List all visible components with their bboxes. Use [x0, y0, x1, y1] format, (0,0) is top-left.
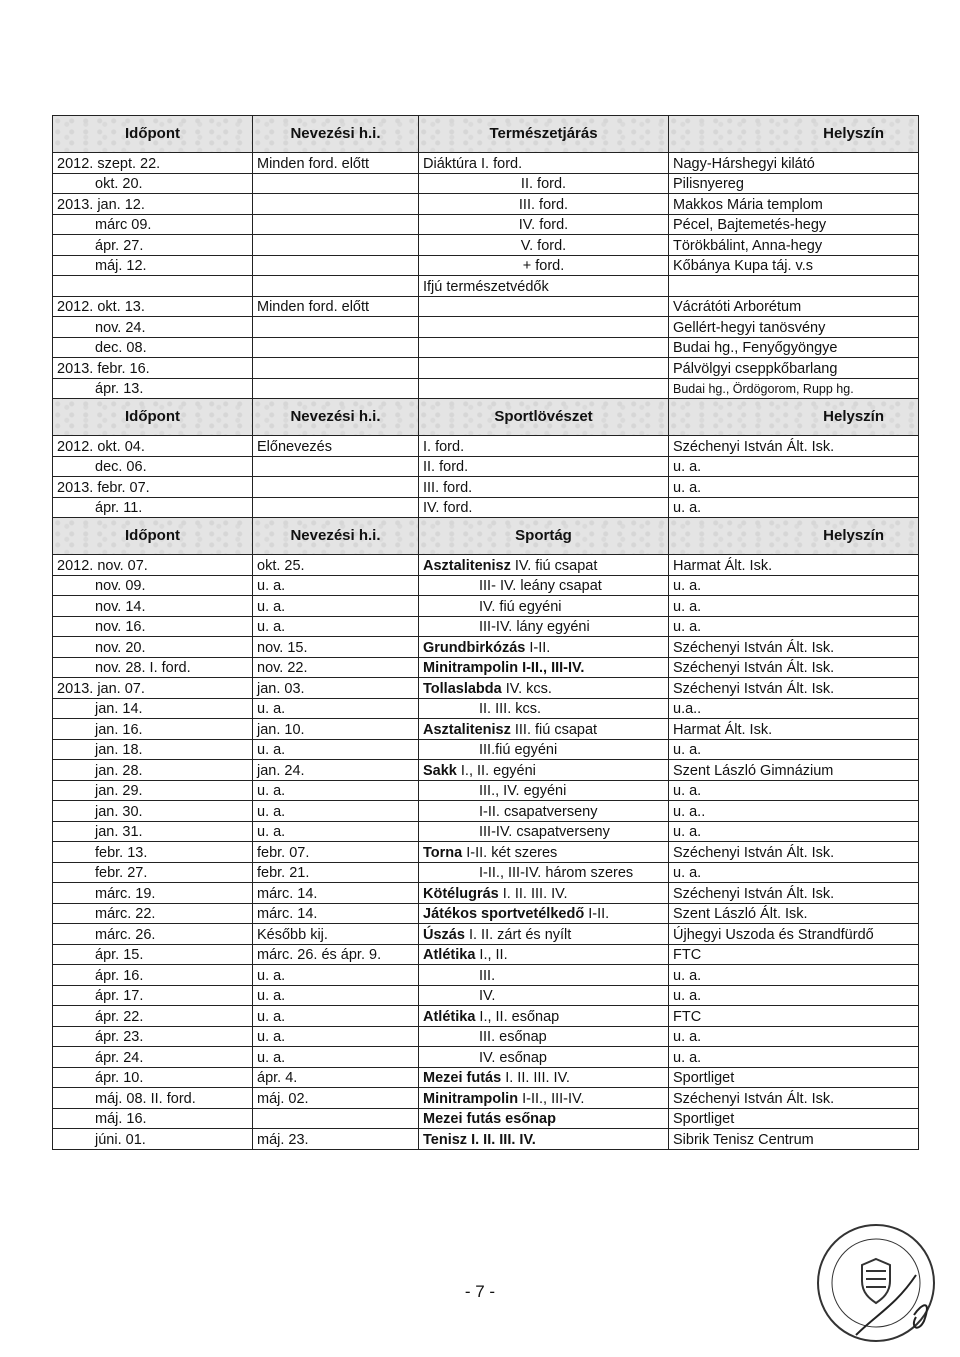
- sport-row: [53, 760, 919, 781]
- entry-deadline-cell: jan. 24.: [253, 760, 419, 781]
- sport-name: Torna: [423, 844, 463, 861]
- venue-cell: Makkos Mária templom: [669, 194, 919, 215]
- entry-deadline-cell: [253, 477, 419, 498]
- date-cell: 2013. febr. 07.: [53, 477, 253, 498]
- date-cell: 2013. jan. 07.: [53, 678, 253, 699]
- venue-cell: Pécel, Bajtemetés-hegy: [669, 214, 919, 235]
- sport-category: III-IV. lány egyéni: [479, 619, 590, 635]
- date-cell: jan. 18.: [53, 739, 253, 760]
- header-entry-deadline: Nevezési h.i.: [253, 518, 419, 555]
- sport-category: I-II.: [525, 639, 551, 656]
- date-cell: máj. 08. II. ford.: [53, 1088, 253, 1109]
- sport-name: Atlétika: [423, 1008, 476, 1025]
- venue-cell: Nagy-Hárshegyi kilátó: [669, 153, 919, 174]
- sport-name: Sakk: [423, 762, 457, 779]
- sport-name: Mezei futás: [423, 1070, 502, 1086]
- sport-name: Atlétika: [423, 947, 476, 963]
- sport-name: Asztalitenisz: [423, 557, 511, 574]
- date-cell: ápr. 11.: [53, 497, 253, 518]
- sport-row: [53, 965, 919, 986]
- event-cell: [419, 296, 669, 317]
- sport-category: IV. fiú csapat: [510, 557, 598, 574]
- venue-cell: Kőbánya Kupa táj. v.s: [669, 255, 919, 276]
- event-cell: II. ford.: [419, 456, 669, 477]
- entry-deadline-cell: u. a.: [253, 698, 419, 719]
- sport-category: I. II. III. IV.: [501, 1070, 570, 1086]
- header-row-2: [53, 399, 919, 436]
- sport-category: I-II.: [584, 906, 610, 922]
- venue-cell: Sibrik Tenisz Centrum: [669, 1129, 919, 1150]
- event-cell: III. ford.: [419, 477, 669, 498]
- event-cell: Ifjú természetvédők: [419, 276, 669, 297]
- entry-deadline-cell: u. a.: [253, 596, 419, 617]
- entry-deadline-cell: u. a.: [253, 780, 419, 801]
- entry-deadline-cell: [253, 255, 419, 276]
- entry-deadline-cell: márc. 14.: [253, 883, 419, 904]
- date-cell: márc. 19.: [53, 883, 253, 904]
- sport-category: I. II. zárt és nyílt: [464, 926, 572, 943]
- sport-name: Úszás: [423, 926, 465, 943]
- date-cell: nov. 14.: [53, 596, 253, 617]
- event-cell: III. ford.: [419, 194, 669, 215]
- entry-deadline-cell: u. a.: [253, 821, 419, 842]
- sport-name: Tollaslabda: [423, 680, 502, 697]
- entry-deadline-cell: [253, 1108, 419, 1129]
- header-row-1: [53, 116, 919, 153]
- entry-deadline-cell: [253, 358, 419, 379]
- sport-cell: [419, 698, 669, 719]
- date-cell: 2013. jan. 12.: [53, 194, 253, 215]
- date-cell: ápr. 10.: [53, 1067, 253, 1088]
- date-cell: okt. 20.: [53, 173, 253, 194]
- entry-deadline-cell: [253, 235, 419, 256]
- entry-deadline-cell: jan. 03.: [253, 678, 419, 699]
- date-cell: jan. 16.: [53, 719, 253, 740]
- entry-deadline-cell: Később kij.: [253, 924, 419, 945]
- venue-cell: u. a.: [669, 821, 919, 842]
- venue-cell: [669, 276, 919, 297]
- venue-cell: Széchenyi István Ált. Isk.: [669, 436, 919, 457]
- venue-cell: u.a..: [669, 698, 919, 719]
- sport-row: [53, 657, 919, 678]
- sport-cell: [419, 678, 669, 699]
- sport-cell: [419, 616, 669, 637]
- venue-cell: Széchenyi István Ált. Isk.: [669, 637, 919, 658]
- sport-row: [53, 1026, 919, 1047]
- sport-row: [53, 985, 919, 1006]
- venue-cell: u. a.: [669, 739, 919, 760]
- date-cell: nov. 09.: [53, 575, 253, 596]
- entry-deadline-cell: [253, 378, 419, 399]
- sport-row: [53, 1067, 919, 1088]
- entry-deadline-cell: u. a.: [253, 1006, 419, 1027]
- entry-deadline-cell: [253, 214, 419, 235]
- sport-row: [53, 862, 919, 883]
- date-cell: nov. 16.: [53, 616, 253, 637]
- venue-cell: u. a.: [669, 780, 919, 801]
- date-cell: márc 09.: [53, 214, 253, 235]
- nature-hiking-row: [53, 276, 919, 297]
- header-event: Természetjárás: [419, 116, 669, 153]
- date-cell: dec. 06.: [53, 456, 253, 477]
- venue-cell: u. a.: [669, 862, 919, 883]
- date-cell: ápr. 22.: [53, 1006, 253, 1027]
- sport-category: IV. fiú egyéni: [479, 598, 562, 615]
- entry-deadline-cell: u. a.: [253, 985, 419, 1006]
- venue-cell: Széchenyi István Ált. Isk.: [669, 657, 919, 678]
- date-cell: ápr. 16.: [53, 965, 253, 986]
- sport-cell: [419, 575, 669, 596]
- venue-cell: FTC: [669, 1006, 919, 1027]
- sport-row: [53, 903, 919, 924]
- venue-cell: u. a..: [669, 801, 919, 822]
- sport-row: [53, 555, 919, 576]
- sport-category: I-II. csapatverseny: [479, 803, 598, 820]
- event-cell: [419, 378, 669, 399]
- sport-row: [53, 1129, 919, 1150]
- date-cell: jan. 28.: [53, 760, 253, 781]
- entry-deadline-cell: okt. 25.: [253, 555, 419, 576]
- nature-hiking-row: [53, 173, 919, 194]
- sport-category: IV.: [479, 988, 496, 1004]
- nature-hiking-row: [53, 214, 919, 235]
- sport-row: [53, 678, 919, 699]
- venue-cell: Szent László Ált. Isk.: [669, 903, 919, 924]
- sport-row: [53, 883, 919, 904]
- sport-cell: [419, 657, 669, 678]
- event-cell: IV. ford.: [419, 497, 669, 518]
- sport-name: Minitrampolin: [423, 1090, 519, 1107]
- sport-row: [53, 780, 919, 801]
- sport-cell: [419, 985, 669, 1006]
- date-cell: júni. 01.: [53, 1129, 253, 1150]
- entry-deadline-cell: márc. 14.: [253, 903, 419, 924]
- entry-deadline-cell: [253, 497, 419, 518]
- venue-cell: Széchenyi István Ált. Isk.: [669, 678, 919, 699]
- venue-cell: u. a.: [669, 985, 919, 1006]
- nature-hiking-row: [53, 296, 919, 317]
- entry-deadline-cell: febr. 07.: [253, 842, 419, 863]
- date-cell: ápr. 13.: [53, 378, 253, 399]
- nature-hiking-row: [53, 235, 919, 256]
- venue-cell: Sportliget: [669, 1108, 919, 1129]
- entry-deadline-cell: u. a.: [253, 616, 419, 637]
- venue-cell: Pilisnyereg: [669, 173, 919, 194]
- entry-deadline-cell: jan. 10.: [253, 719, 419, 740]
- sport-name: Játékos sportvetélkedő: [423, 906, 585, 922]
- nature-hiking-row: [53, 255, 919, 276]
- venue-cell: u. a.: [669, 616, 919, 637]
- sport-row: [53, 1088, 919, 1109]
- header-venue: Helyszín: [669, 116, 919, 153]
- sport-cell: [419, 596, 669, 617]
- venue-cell: Harmat Ált. Isk.: [669, 555, 919, 576]
- schedule-table: [52, 115, 919, 1150]
- date-cell: márc. 22.: [53, 903, 253, 924]
- header-event: Sportág: [419, 518, 669, 555]
- entry-deadline-cell: [253, 456, 419, 477]
- nature-hiking-row: [53, 378, 919, 399]
- sport-cell: [419, 821, 669, 842]
- venue-cell: u. a.: [669, 965, 919, 986]
- nature-hiking-row: [53, 153, 919, 174]
- shooting-row: [53, 497, 919, 518]
- sport-cell: [419, 739, 669, 760]
- entry-deadline-cell: [253, 173, 419, 194]
- venue-cell: u. a.: [669, 477, 919, 498]
- sport-name: Mezei futás esőnap: [423, 1111, 556, 1127]
- sport-cell: [419, 1047, 669, 1068]
- entry-deadline-cell: márc. 26. és ápr. 9.: [253, 944, 419, 965]
- sport-category: III- IV. leány csapat: [479, 578, 602, 594]
- entry-deadline-cell: [253, 194, 419, 215]
- venue-cell: Harmat Ált. Isk.: [669, 719, 919, 740]
- venue-cell: u. a.: [669, 575, 919, 596]
- sport-category: II. III. kcs.: [479, 701, 542, 717]
- sport-name: Grundbirkózás: [423, 639, 526, 656]
- sport-row: [53, 739, 919, 760]
- nature-hiking-row: [53, 317, 919, 338]
- header-date: Időpont: [53, 399, 253, 436]
- date-cell: nov. 20.: [53, 637, 253, 658]
- venue-cell: u. a.: [669, 1026, 919, 1047]
- sport-row: [53, 801, 919, 822]
- sport-row: [53, 637, 919, 658]
- sport-category: III. esőnap: [479, 1029, 547, 1045]
- event-cell: [419, 358, 669, 379]
- sport-category: I. II. III. IV.: [498, 885, 568, 902]
- sport-cell: [419, 1026, 669, 1047]
- venue-cell: u. a.: [669, 497, 919, 518]
- sport-category: I., II. esőnap: [475, 1008, 560, 1025]
- date-cell: jan. 31.: [53, 821, 253, 842]
- venue-cell: Pálvölgyi cseppkőbarlang: [669, 358, 919, 379]
- sport-cell: [419, 760, 669, 781]
- entry-deadline-cell: Minden ford. előtt: [253, 296, 419, 317]
- venue-cell: u. a.: [669, 596, 919, 617]
- sport-row: [53, 596, 919, 617]
- event-cell: [419, 317, 669, 338]
- page-number: - 7 -: [464, 1282, 496, 1301]
- sport-row: [53, 842, 919, 863]
- date-cell: febr. 27.: [53, 862, 253, 883]
- sport-row: [53, 616, 919, 637]
- sport-cell: [419, 637, 669, 658]
- entry-deadline-cell: u. a.: [253, 575, 419, 596]
- sport-cell: [419, 862, 669, 883]
- sport-name: Minitrampolin I-II., III-IV.: [423, 660, 585, 676]
- venue-cell: Széchenyi István Ált. Isk.: [669, 883, 919, 904]
- venue-cell: Széchenyi István Ált. Isk.: [669, 842, 919, 863]
- sport-cell: [419, 719, 669, 740]
- entry-deadline-cell: [253, 317, 419, 338]
- sport-cell: [419, 965, 669, 986]
- sport-category: III.: [479, 967, 496, 984]
- event-cell: V. ford.: [419, 235, 669, 256]
- entry-deadline-cell: u. a.: [253, 1047, 419, 1068]
- nature-hiking-row: [53, 358, 919, 379]
- venue-cell: Budai hg., Ördögorom, Rupp hg.: [669, 378, 919, 399]
- sport-cell: [419, 801, 669, 822]
- sport-cell: [419, 883, 669, 904]
- header-date: Időpont: [53, 116, 253, 153]
- sport-cell: [419, 555, 669, 576]
- venue-cell: Újhegyi Uszoda és Strandfürdő: [669, 924, 919, 945]
- venue-cell: Sportliget: [669, 1067, 919, 1088]
- schedule-document: [52, 115, 918, 1150]
- event-cell: [419, 337, 669, 358]
- entry-deadline-cell: u. a.: [253, 801, 419, 822]
- header-entry-deadline: Nevezési h.i.: [253, 399, 419, 436]
- sport-category: III.fiú egyéni: [479, 742, 558, 758]
- date-cell: jan. 14.: [53, 698, 253, 719]
- event-cell: II. ford.: [419, 173, 669, 194]
- sport-category: I-II., III-IV. három szeres: [479, 865, 634, 881]
- sport-row: [53, 821, 919, 842]
- sport-category: I-II. két szeres: [462, 844, 558, 861]
- sport-row: [53, 1047, 919, 1068]
- date-cell: 2012. okt. 04.: [53, 436, 253, 457]
- venue-cell: u. a.: [669, 456, 919, 477]
- entry-deadline-cell: nov. 15.: [253, 637, 419, 658]
- date-cell: ápr. 15.: [53, 944, 253, 965]
- venue-cell: Budai hg., Fenyőgyöngye: [669, 337, 919, 358]
- sport-cell: [419, 1129, 669, 1150]
- date-cell: 2012. szept. 22.: [53, 153, 253, 174]
- entry-deadline-cell: máj. 02.: [253, 1088, 419, 1109]
- entry-deadline-cell: u. a.: [253, 739, 419, 760]
- header-date: Időpont: [53, 518, 253, 555]
- date-cell: jan. 29.: [53, 780, 253, 801]
- sport-row: [53, 944, 919, 965]
- sport-row: [53, 1108, 919, 1129]
- venue-cell: Széchenyi István Ált. Isk.: [669, 1088, 919, 1109]
- date-cell: 2012. okt. 13.: [53, 296, 253, 317]
- header-venue: Helyszín: [669, 399, 919, 436]
- sport-cell: [419, 944, 669, 965]
- sport-cell: [419, 1088, 669, 1109]
- sport-name: Kötélugrás: [423, 885, 499, 902]
- venue-cell: Szent László Gimnázium: [669, 760, 919, 781]
- header-row-3: [53, 518, 919, 555]
- date-cell: ápr. 23.: [53, 1026, 253, 1047]
- header-venue: Helyszín: [669, 518, 919, 555]
- venue-cell: FTC: [669, 944, 919, 965]
- date-cell: nov. 28. I. ford.: [53, 657, 253, 678]
- venue-cell: u. a.: [669, 1047, 919, 1068]
- event-cell: I. ford.: [419, 436, 669, 457]
- sport-row: [53, 924, 919, 945]
- shooting-row: [53, 456, 919, 477]
- date-cell: máj. 16.: [53, 1108, 253, 1129]
- date-cell: 2012. nov. 07.: [53, 555, 253, 576]
- date-cell: febr. 13.: [53, 842, 253, 863]
- event-cell: + ford.: [419, 255, 669, 276]
- sport-cell: [419, 903, 669, 924]
- sport-category: IV. kcs.: [501, 680, 552, 697]
- header-event: Sportlövészet: [419, 399, 669, 436]
- entry-deadline-cell: u. a.: [253, 965, 419, 986]
- sport-category: I., II. egyéni: [456, 762, 536, 779]
- sport-category: III-IV. csapatverseny: [479, 824, 610, 840]
- date-cell: máj. 12.: [53, 255, 253, 276]
- date-cell: jan. 30.: [53, 801, 253, 822]
- date-cell: nov. 24.: [53, 317, 253, 338]
- event-cell: Diáktúra I. ford.: [419, 153, 669, 174]
- entry-deadline-cell: u. a.: [253, 1026, 419, 1047]
- date-cell: dec. 08.: [53, 337, 253, 358]
- entry-deadline-cell: ápr. 4.: [253, 1067, 419, 1088]
- sport-category: I-II., III-IV.: [518, 1090, 585, 1107]
- sport-category: I., II.: [475, 947, 508, 963]
- sport-row: [53, 575, 919, 596]
- sport-cell: [419, 1108, 669, 1129]
- sport-name: Asztalitenisz: [423, 721, 511, 738]
- sport-category: III. fiú csapat: [510, 721, 598, 738]
- sport-row: [53, 719, 919, 740]
- sport-category: IV. esőnap: [479, 1049, 547, 1066]
- date-cell: [53, 276, 253, 297]
- entry-deadline-cell: máj. 23.: [253, 1129, 419, 1150]
- sport-name: Tenisz I. II. III. IV.: [423, 1131, 536, 1148]
- date-cell: ápr. 17.: [53, 985, 253, 1006]
- entry-deadline-cell: febr. 21.: [253, 862, 419, 883]
- venue-cell: Vácrátóti Arborétum: [669, 296, 919, 317]
- event-cell: IV. ford.: [419, 214, 669, 235]
- date-cell: márc. 26.: [53, 924, 253, 945]
- sport-category: III., IV. egyéni: [479, 783, 567, 799]
- nature-hiking-row: [53, 337, 919, 358]
- sport-cell: [419, 924, 669, 945]
- venue-cell: Gellért-hegyi tanösvény: [669, 317, 919, 338]
- entry-deadline-cell: [253, 337, 419, 358]
- sport-row: [53, 698, 919, 719]
- entry-deadline-cell: Előnevezés: [253, 436, 419, 457]
- shooting-row: [53, 436, 919, 457]
- entry-deadline-cell: Minden ford. előtt: [253, 153, 419, 174]
- header-entry-deadline: Nevezési h.i.: [253, 116, 419, 153]
- official-stamp: [796, 1215, 946, 1345]
- sport-cell: [419, 1067, 669, 1088]
- sport-cell: [419, 780, 669, 801]
- sport-row: [53, 1006, 919, 1027]
- date-cell: 2013. febr. 16.: [53, 358, 253, 379]
- entry-deadline-cell: nov. 22.: [253, 657, 419, 678]
- sport-cell: [419, 1006, 669, 1027]
- venue-cell: Törökbálint, Anna-hegy: [669, 235, 919, 256]
- entry-deadline-cell: [253, 276, 419, 297]
- nature-hiking-row: [53, 194, 919, 215]
- sport-cell: [419, 842, 669, 863]
- date-cell: ápr. 24.: [53, 1047, 253, 1068]
- shooting-row: [53, 477, 919, 498]
- date-cell: ápr. 27.: [53, 235, 253, 256]
